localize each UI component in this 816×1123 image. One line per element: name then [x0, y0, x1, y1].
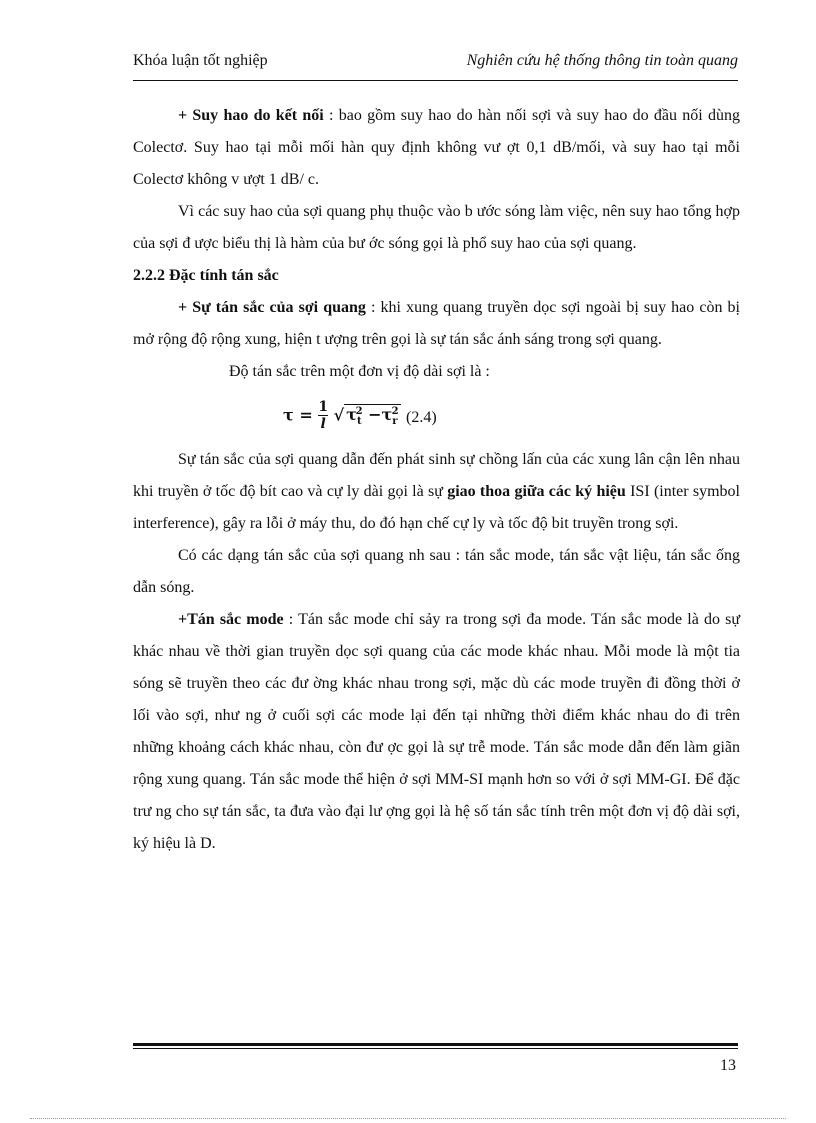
- paragraph-mode-dispersion: [133, 604, 740, 860]
- footer-rule-thick: [133, 1043, 738, 1046]
- connection-loss-text: : bao gồm suy hao do hàn nối sợi và suy hao do đầu nối dùng Colectơ. Suy hao tại mỗi mối hàn quy định không vư ợt 0,1 dB/mối, và suy hao tại mỗi Colectơ không v ượt 1 dB/ c.: [133, 107, 740, 188]
- paragraph-isi: Sự tán sắc của sợi quang dẫn đến phát sinh sự chồng lấn của các xung lân cận lên nhau khi truyền ở tốc độ bít cao và cự ly dài gọi là sự giao thoa giữa các ký hiệu ISI (inter symbol interference), gây ra lỗi ở máy thu, do đó hạn chế cự ly và tốc độ bit truyền trong sợi.: [133, 451, 740, 532]
- formula-expression: τ = $\frac{1}{l}$ √ $\tau_t^2 -\tau_r^2$: [283, 399, 399, 433]
- connection-loss-heading: + Suy hao do kết nối: [178, 107, 324, 124]
- header-left-title: Khóa luận tốt nghiệp: [133, 52, 268, 69]
- formula-2-4: [133, 388, 740, 444]
- section-heading: 2.2.2 Đặc tính tán sắc: [133, 267, 279, 284]
- footer-rule-thin: [133, 1048, 738, 1049]
- paragraph-connection-loss: [133, 100, 740, 196]
- mode-dispersion-heading: +Tán sắc mode: [178, 611, 284, 628]
- formula-number: (2.4): [406, 409, 437, 426]
- dispersion-heading: + Sự tán sắc của sợi quang: [178, 299, 366, 316]
- formula-intro: Độ tán sắc trên một đơn vị độ dài sợi là :: [229, 363, 490, 380]
- header-right-title: Nghiên cứu hệ thống thông tin toàn quang: [466, 52, 738, 69]
- mode-dispersion-text: : Tán sắc mode chỉ sảy ra trong sợi đa mode. Tán sắc mode là do sự khác nhau về thời gian truyền dọc sợi quang của các mode khác nhau. Mỗi mode là một tia sóng sẽ truyền theo các đư ờng khác nhau trong sợi, mặc dù các mode truyền đi đồng thời ở lối vào sợi, như ng ở cuối sợi các mode lại đến tại những thời điểm khác nhau do đi trên những khoảng cách khác nhau, còn đư ợc gọi là sự trễ mode. Tán sắc mode dẫn đến làm giãn rộng xung quang. Tán sắc mode thể hiện ở sợi MM-SI mạnh hơn so với ở sợi MM-GI. Để đặc trư ng cho sự tán sắc, ta đưa vào đại lư ợng gọi là hệ số tán sắc tính trên một đơn vị độ dài sợi, ký hiệu là D.: [133, 611, 741, 852]
- page-edge-dotted-line: [30, 1118, 786, 1119]
- paragraph-dispersion: [133, 292, 740, 356]
- paragraph-loss-spectrum: Vì các suy hao của sợi quang phụ thuộc vào b ước sóng làm việc, nên suy hao tổng hợp của sợi đ ược biểu thị là hàm của bư ớc sóng gọi là phổ suy hao của sợi quang.: [133, 203, 740, 252]
- header-rule: [133, 80, 738, 81]
- page-number: 13: [720, 1057, 736, 1074]
- page-body: [133, 100, 740, 860]
- isi-term: giao thoa giữa các ký hiệu: [447, 483, 626, 500]
- dispersion-text: : khi xung quang truyền dọc sợi ngoài bị suy hao còn bị mở rộng độ rộng xung, hiện t ượng trên gọi là sự tán sắc ánh sáng trong sợi quang.: [133, 299, 741, 348]
- paragraph-dispersion-types: Có các dạng tán sắc của sợi quang nh sau : tán sắc mode, tán sắc vật liệu, tán sắc ống dẫn sóng.: [133, 547, 740, 596]
